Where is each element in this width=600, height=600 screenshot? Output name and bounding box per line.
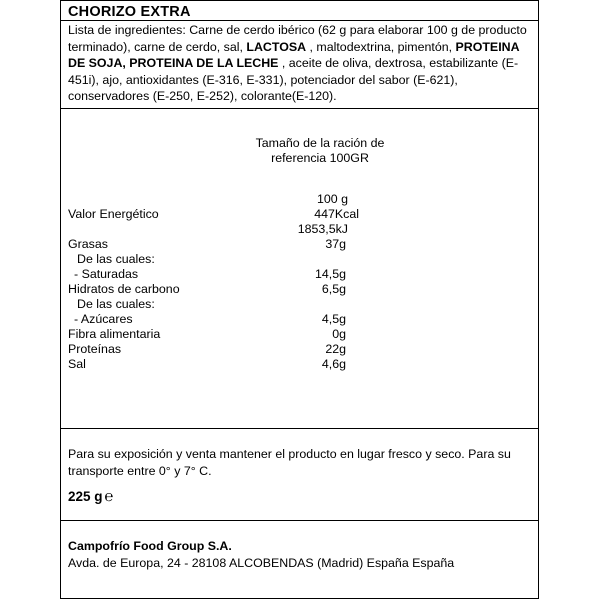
energy-kj: 1853,5kJ [297, 222, 348, 236]
storage-instructions: Para su exposición y venta mantener el producto en lugar fresco y seco. Para su transporte entre 0° y 7° C. [68, 447, 511, 478]
net-weight [68, 489, 114, 504]
manufacturer-address: Avda. de Europa, 24 - 28108 ALCOBENDAS (Madrid) España España [68, 556, 455, 570]
nutrient-label: De las cuales: [77, 297, 155, 311]
column-header: 100 g [316, 192, 348, 206]
nutrient-value: 37g [325, 237, 346, 251]
nutrient-label: Proteínas [68, 342, 122, 356]
nutrient-value: 4,6g [321, 357, 346, 371]
weight-divider [60, 520, 539, 521]
nutrient-label: - Saturadas [74, 267, 139, 281]
net-weight-value: 225 g [68, 489, 103, 504]
allergen-soy-milk-protein: PROTEINA DE SOJA, PROTEINA DE LA LECHE [68, 39, 520, 70]
nutrition-divider [60, 428, 539, 429]
allergen-lactose: LACTOSA [246, 39, 307, 54]
ingredients-text: , aceite de oliva, dextrosa, estabilizante (E-451i), ajo, antioxidantes (E-316, E-331), potenciador del sabor (E-621), conservadores (E-250, E-252), colorante(E-120). [68, 56, 519, 103]
nutrient-label: De las cuales: [77, 252, 155, 266]
serving-heading: Tamaño de la ración de referencia 100GR [255, 136, 385, 165]
nutrient-label: Hidratos de carbono [68, 282, 180, 296]
nutrient-label: Grasas [68, 237, 108, 251]
title-divider [60, 20, 539, 21]
energy-label: Valor Energético [68, 207, 159, 221]
nutrient-value: 22g [325, 342, 346, 356]
ingredients-text: , maltodextrina, pimentón, [306, 39, 456, 54]
nutrient-value: 4,5g [321, 312, 346, 326]
ingredients-divider [60, 108, 539, 109]
ingredients-list [68, 22, 532, 105]
nutrient-value: 14,5g [314, 267, 346, 281]
product-title: CHORIZO EXTRA [68, 4, 191, 20]
estimated-sign-icon: ℮ [104, 488, 114, 505]
ingredients-text: Lista de ingredientes: Carne de cerdo ibérico (62 g para elaborar 100 g de producto terminado), carne de cerdo, sal, [68, 23, 527, 54]
nutrient-value: 6,5g [321, 282, 346, 296]
nutrient-label: Fibra alimentaria [68, 327, 161, 341]
nutrient-label: Sal [68, 357, 86, 371]
energy-kcal: 447Kcal [314, 207, 359, 221]
nutrient-label: - Azúcares [74, 312, 133, 326]
nutrient-value: 0g [332, 327, 346, 341]
manufacturer-name: Campofrío Food Group S.A. [68, 539, 232, 553]
